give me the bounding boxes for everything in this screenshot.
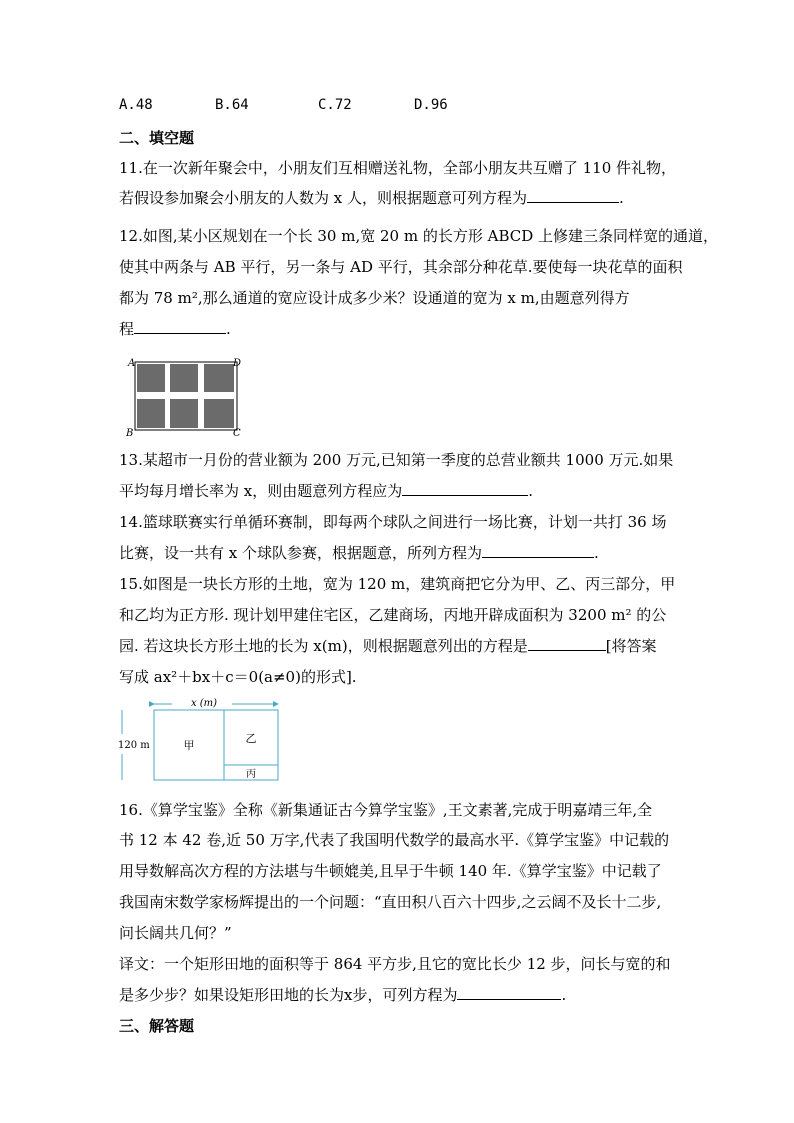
flower-bed-6 bbox=[204, 399, 234, 428]
q12-line3: 都为 78 m²,那么通道的宽应设计成多少米？设通道的宽为 x m,由题意列得方 bbox=[119, 289, 630, 307]
q16-line1: 16.《算学宝鉴》全称《新集通证古今算学宝鉴》,王文素著,完成于明嘉靖三年,全 bbox=[119, 801, 653, 819]
flower-bed-3 bbox=[204, 364, 234, 392]
q13-answer-blank[interactable] bbox=[402, 481, 528, 496]
q13-period: . bbox=[528, 482, 534, 500]
q15-land-figure bbox=[116, 692, 286, 784]
option-c: C.72 bbox=[318, 97, 352, 113]
q13-line2 bbox=[119, 481, 533, 501]
x-dimension-label: x (m) bbox=[190, 698, 218, 709]
q12-rectangle-figure bbox=[120, 352, 250, 440]
region-yi-label: 乙 bbox=[245, 732, 257, 745]
region-jia-label: 甲 bbox=[183, 739, 195, 752]
vertex-c-label: C bbox=[233, 428, 241, 439]
q11-text: 若假设参加聚会小朋友的人数为 x 人，则根据题意可列方程为 bbox=[119, 189, 527, 207]
flower-bed-2 bbox=[170, 364, 198, 392]
q11-line1: 11.在一次新年聚会中，小朋友们互相赠送礼物，全部小朋友共互赠了 110 件礼物， bbox=[119, 159, 677, 177]
q13-text: 平均每月增长率为 x，则由题意列方程应为 bbox=[119, 482, 403, 500]
height-dimension-label: 120 m bbox=[118, 740, 150, 751]
q15-text: 园. 若这块长方形土地的长为 x(m)，则根据题意列出的方程是 bbox=[119, 637, 528, 655]
q15-line1: 15.如图是一块长方形的土地，宽为 120 m，建筑商把它分为甲、乙、丙三部分，甲 bbox=[119, 575, 676, 593]
q12-line4 bbox=[119, 319, 231, 339]
q15-answer-blank[interactable] bbox=[528, 636, 606, 651]
option-b: B.64 bbox=[215, 97, 249, 113]
flower-bed-5 bbox=[170, 399, 198, 428]
q14-text: 比赛，设一共有 x 个球队参赛，根据题意，所列方程为 bbox=[119, 544, 482, 562]
q12-text: 程 bbox=[119, 320, 135, 338]
q16-line2: 书 12 本 42 卷,近 50 万字,代表了我国明代数学的最高水平.《算学宝鉴》中记载的 bbox=[119, 831, 670, 849]
vertex-a-label: A bbox=[128, 358, 136, 369]
region-bing-label: 丙 bbox=[246, 769, 256, 780]
q14-period: . bbox=[594, 544, 599, 562]
q13-line1: 13.某超市一月份的营业额为 200 万元,已知第一季度的总营业额共 1000 万元.如果 bbox=[119, 451, 674, 469]
q12-period: . bbox=[226, 320, 231, 338]
q15-text-end: [将答案 bbox=[605, 637, 657, 655]
section-title-answer: 三、解答题 bbox=[119, 1017, 195, 1035]
vertex-d-label: D bbox=[233, 358, 242, 369]
q15-line2: 和乙均为正方形. 现计划甲建住宅区，乙建商场，丙地开辟成面积为 3200 m² 的公 bbox=[119, 606, 667, 624]
option-a: A.48 bbox=[119, 97, 153, 113]
q14-answer-blank[interactable] bbox=[482, 543, 594, 558]
q16-line6: 译文：一个矩形田地的面积等于 864 平方步,且它的宽比长少 12 步，问长与宽的和 bbox=[119, 955, 671, 973]
q16-line4: 我国南宋数学家杨辉提出的一个问题：“直田积八百六十四步,之云阔不及长十二步, bbox=[119, 893, 662, 911]
q15-line3 bbox=[119, 636, 657, 656]
vertex-b-label: B bbox=[126, 428, 134, 439]
q14-line2 bbox=[119, 543, 599, 563]
q15-line4: 写成 ax²＋bx＋c＝0(a≠0)的形式]. bbox=[119, 668, 357, 686]
option-d: D.96 bbox=[414, 97, 448, 113]
q11-period: . bbox=[619, 189, 624, 207]
flower-bed-4 bbox=[137, 399, 165, 428]
land-outline bbox=[154, 710, 278, 780]
q16-line7 bbox=[119, 985, 566, 1005]
q16-answer-blank[interactable] bbox=[457, 985, 561, 1000]
q11-line2 bbox=[119, 188, 624, 208]
q16-line5: 问长阔共几何？” bbox=[119, 924, 232, 942]
q12-line2: 使其中两条与 AB 平行，另一条与 AD 平行，其余部分种花草.要使每一块花草的面积 bbox=[119, 258, 683, 276]
q11-answer-blank[interactable] bbox=[527, 188, 619, 203]
flower-bed-1 bbox=[137, 364, 165, 392]
section-title-fill-in: 二、填空题 bbox=[119, 129, 195, 147]
q14-line1: 14.篮球联赛实行单循环赛制，即每两个球队之间进行一场比赛，计划一共打 36 场 bbox=[119, 513, 667, 531]
q16-text: 是多少步？如果设矩形田地的长为x步，可列方程为 bbox=[119, 986, 458, 1004]
q16-line3: 用导数解高次方程的方法堪与牛顿媲美,且早于牛顿 140 年.《算学宝鉴》中记载了 bbox=[119, 862, 662, 880]
q12-answer-blank[interactable] bbox=[134, 319, 226, 334]
q12-line1: 12.如图,某小区规划在一个长 30 m,宽 20 m 的长方形 ABCD 上修建三条同样宽的通道， bbox=[119, 227, 719, 245]
q16-period: . bbox=[561, 986, 567, 1004]
